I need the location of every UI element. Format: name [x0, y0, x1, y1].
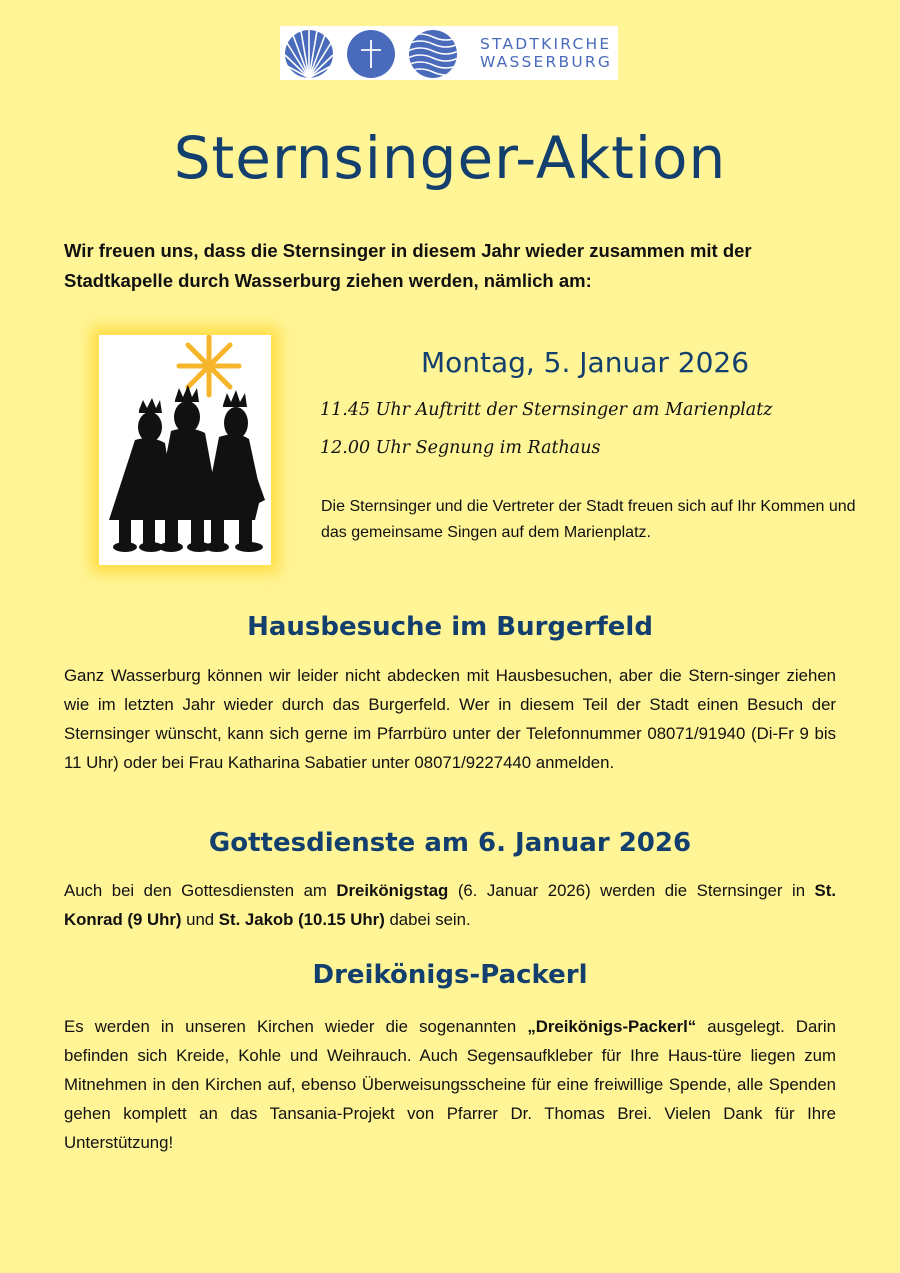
three-kings-silhouette-icon — [99, 335, 271, 565]
bold-run: „Dreikönigs-Packerl“ — [527, 1017, 697, 1036]
bold-run: Dreikönigstag — [336, 881, 449, 900]
text-run: ausgelegt. Darin befinden sich Kreide, Kohle und Weihrauch. Auch Segensaufkleber für Ihre Haus-türe liegen zum Mitnehmen in den Kirchen auf, ebenso Überweisungsscheine für eine freiwillige Spende, alle Spenden gehen komplett an das Tansania-Projekt von Pfarrer Dr. Thomas Brei. Vielen Dank für Ihre Unterstützung! — [64, 1017, 836, 1152]
logo-line-1: STADTKIRCHE — [480, 35, 612, 53]
shell-icon — [284, 29, 334, 79]
text-run: dabei sein. — [384, 910, 471, 929]
church-logo — [280, 26, 618, 80]
event-date-heading: Montag, 5. Januar 2026 — [420, 346, 750, 379]
text-run: und — [181, 910, 219, 929]
page-title: Sternsinger-Aktion — [173, 124, 727, 192]
waves-icon — [408, 29, 458, 79]
cross-icon — [346, 29, 396, 79]
bold-run: St. Jakob (10.15 Uhr) — [218, 910, 385, 929]
section-heading-packerl: Dreikönigs-Packerl — [312, 960, 588, 990]
logo-line-2: WASSERBURG — [480, 53, 613, 71]
text-run: (6. Januar 2026) werden die Sternsinger in — [448, 881, 815, 900]
gottesdienste-text — [64, 876, 836, 934]
text-run: Es werden in unseren Kirchen wieder die sogenannten — [64, 1017, 528, 1036]
hausbesuche-text: Ganz Wasserburg können wir leider nicht abdecken mit Hausbesuchen, aber die Stern-singer ziehen wie im letzten Jahr wieder durch das Burgerfeld. Wer in diesem Teil der Stadt einen Besuch der Sternsinger wünscht, kann sich gerne im Pfarrbüro unter der Telefonnummer 08071/91940 (Di-Fr 9 bis 11 Uhr) oder bei Frau Katharina Sabatier unter 08071/9227440 anmelden. — [64, 666, 836, 772]
intro-text: Wir freuen uns, dass die Sternsinger in diesem Jahr wieder zusammen mit der Stadtkapelle durch Wasserburg ziehen werden, nämlich am: — [64, 240, 752, 291]
schedule-item: 11.45 Uhr Auftritt der Sternsinger am Marienplatz — [320, 400, 773, 420]
section-heading-gottesdienste: Gottesdienste am 6. Januar 2026 — [208, 828, 692, 858]
section-heading-hausbesuche: Hausbesuche im Burgerfeld — [247, 612, 653, 642]
three-kings-image — [99, 335, 271, 565]
packerl-text — [64, 1012, 836, 1157]
text-run: Auch bei den Gottesdiensten am — [64, 881, 337, 900]
schedule-item: 12.00 Uhr Segnung im Rathaus — [320, 438, 601, 458]
event-note: Die Sternsinger und die Vertreter der Stadt freuen sich auf Ihr Kommen und das gemeinsame Singen auf dem Marienplatz. — [321, 498, 856, 541]
logo-text — [480, 35, 612, 71]
bold-run: St. Konrad (9 Uhr) — [64, 881, 836, 929]
